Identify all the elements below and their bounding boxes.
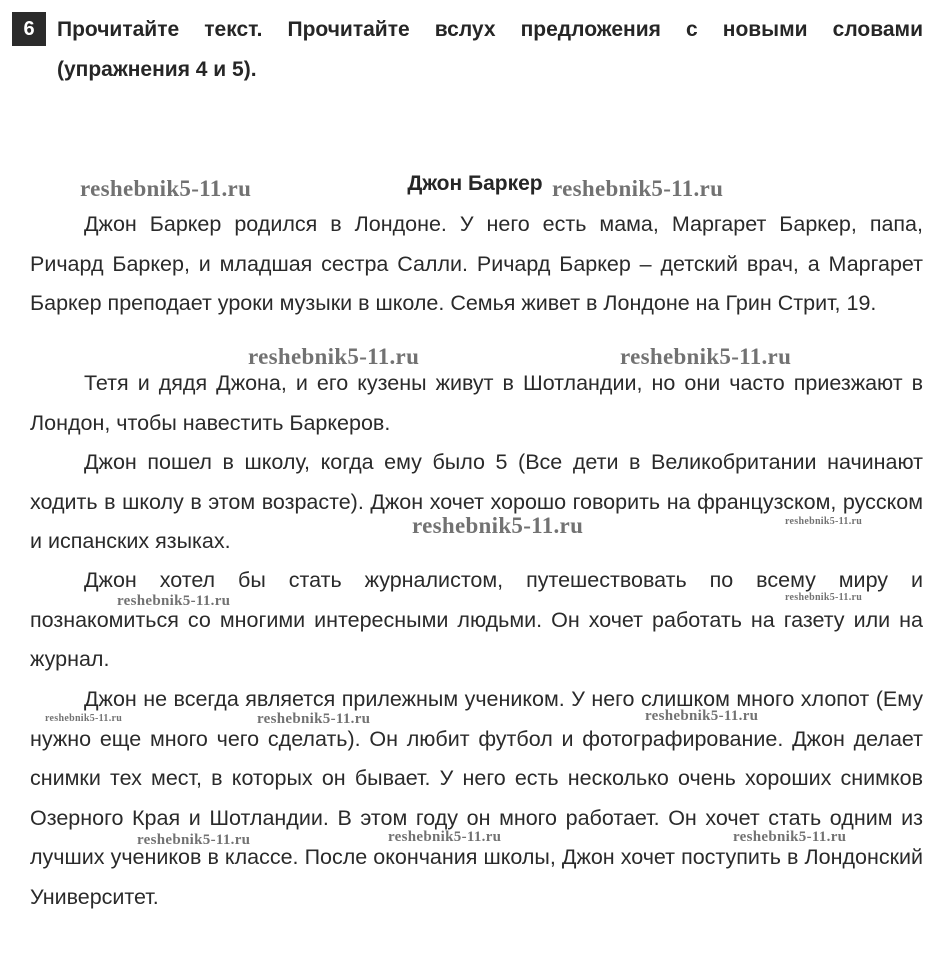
watermark: reshebnik5-11.ru <box>137 832 251 848</box>
paragraph-3: Джон пошел в школу, когда ему было 5 (Все дети в Великобритании начинают ходить в школу в этом возрасте). Джон хочет хорошо говорить на французском, русском и испанских языках. <box>30 450 923 553</box>
watermark: reshebnik5-11.ru <box>645 708 759 724</box>
watermark: reshebnik5-11.ru <box>412 513 584 538</box>
paragraph-4: Джон хотел бы стать журналистом, путешествовать по всему миру и познакомиться со многими интересными людьми. Он хочет работать на газету или на журнал. <box>30 568 923 671</box>
watermark: reshebnik5-11.ru <box>45 713 123 724</box>
watermark: reshebnik5-11.ru <box>388 829 502 845</box>
paragraph-1: Джон Баркер родился в Лондоне. У него есть мама, Маргарет Баркер, папа, Ричард Баркер, и младшая сестра Салли. Ричард Баркер – детский врач, а Маргарет Баркер преподает уроки музыки в школе. Семья живет в Лондоне на Грин Стрит, 19. <box>30 212 923 315</box>
watermark: reshebnik5-11.ru <box>117 593 231 609</box>
watermark: reshebnik5-11.ru <box>80 176 252 201</box>
exercise-number: 6 <box>12 12 46 46</box>
exercise-instruction: Прочитайте текст. Прочитайте вслух предложения с новыми словами (упражнения 4 и 5). <box>57 18 923 81</box>
watermark: reshebnik5-11.ru <box>620 344 792 369</box>
paragraph-5: Джон не всегда является прилежным учеником. У него слишком много хлопот (Ему нужно еще много чего сделать). Он любит футбол и фотографирование. Джон делает снимки тех мест, в которых он бывает. У него есть несколько очень хороших снимков Озерного Края и Шотландии. В этом году он много работает. Он хочет стать одним из лучших учеников в классе. После окончания школы, Джон хочет поступить в Лондонский Университет. <box>30 687 923 909</box>
watermark: reshebnik5-11.ru <box>248 344 420 369</box>
watermark: reshebnik5-11.ru <box>785 592 863 603</box>
watermark: reshebnik5-11.ru <box>733 829 847 845</box>
paragraph-2: Тетя и дядя Джона, и его кузены живут в Шотландии, но они часто приезжают в Лондон, чтобы навестить Баркеров. <box>30 371 923 435</box>
watermark: reshebnik5-11.ru <box>257 711 371 727</box>
text-title: Джон Баркер <box>407 172 543 195</box>
watermark: reshebnik5-11.ru <box>552 176 724 201</box>
watermark: reshebnik5-11.ru <box>785 516 863 527</box>
